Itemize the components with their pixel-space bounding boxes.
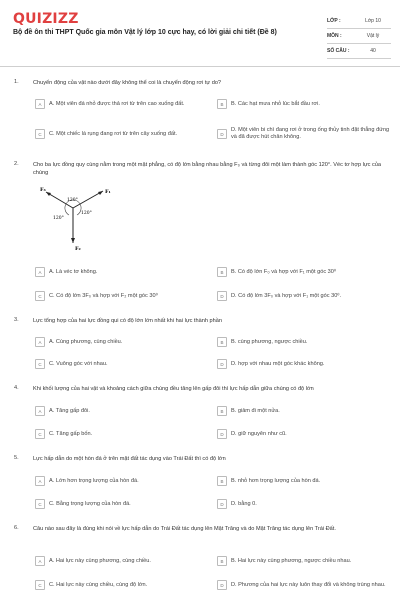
option-letter: D [217, 580, 227, 590]
option-d[interactable] [217, 425, 392, 443]
option-b[interactable] [217, 263, 392, 281]
question-text: Chuyển động của vật nào dưới đây không thể coi là chuyển động rơi tự do? [33, 80, 222, 86]
option-letter: C [35, 359, 45, 369]
option-letter: B [217, 406, 227, 416]
option-a[interactable] [35, 402, 215, 420]
option-text: A. Hai lực này cùng phương, cùng chiều. [49, 557, 151, 564]
option-letter: A [35, 99, 45, 109]
option-text: A. Một viên đá nhỏ được thả rơi từ trên cao xuống đất. [49, 100, 185, 107]
option-text: A. Tăng gấp đôi. [49, 407, 90, 414]
question-number: 5. [14, 455, 19, 461]
option-text: B. cùng phương, ngược chiều. [231, 338, 308, 345]
angle-label-left: 120° [53, 216, 64, 221]
option-text: B. nhỏ hơn trọng lượng của hòn đá. [231, 477, 321, 484]
header-divider [0, 66, 400, 67]
meta-label: LỚP : [327, 18, 341, 24]
option-c[interactable] [35, 495, 215, 513]
option-d[interactable] [217, 355, 392, 373]
option-letter: C [35, 499, 45, 509]
option-b[interactable] [217, 333, 392, 351]
option-text: B. Hai lực này cùng phương, ngược chiều nhau. [231, 557, 352, 564]
option-b[interactable] [217, 402, 392, 420]
option-text: C. Vuông góc với nhau. [49, 360, 108, 367]
meta-value: Lớp 10 [365, 18, 381, 24]
meta-row-class [327, 14, 391, 29]
option-letter: B [217, 556, 227, 566]
option-text: B. giảm đi một nửa. [231, 407, 280, 414]
angle-label-top: 120° [67, 198, 78, 203]
option-letter: A [35, 476, 45, 486]
option-letter: C [35, 129, 45, 139]
question-text: Lực tổng hợp của hai lực đồng qui có độ lớn lớn nhất khi hai lực thành phần [33, 318, 222, 324]
option-text: D. Có độ lớn 3F₀ và hợp với F₁ một góc 30⁰. [231, 292, 342, 299]
option-a[interactable] [35, 95, 215, 113]
label-f2: F₂ [75, 246, 81, 252]
option-text: D. bằng 0. [231, 500, 257, 507]
option-d[interactable] [217, 125, 392, 143]
document-title: Bộ đề ôn thi THPT Quốc gia môn Vật lý lớp 10 cực hay, có lời giải chi tiết (Đề 8) [13, 29, 277, 36]
option-letter: C [35, 580, 45, 590]
option-b[interactable] [217, 472, 392, 490]
option-text: C. Có độ lớn 3F₀ và hợp với F₂ một góc 30⁰ [49, 292, 158, 299]
question-text: Cho ba lực đồng quy cùng nằm trong một mặt phẳng, có độ lớn bằng nhau bằng F₀ và từng đôi một làm thành góc 120°. Véc tơ hợp lực của chúng [33, 162, 382, 176]
question-text: Lực hấp dẫn do một hòn đá ở trên mặt đất tác dụng vào Trái Đất thì có độ lớn [33, 456, 226, 462]
option-letter: D [217, 291, 227, 301]
option-letter: A [35, 556, 45, 566]
option-letter: C [35, 291, 45, 301]
option-text: D. giữ nguyên như cũ. [231, 430, 287, 437]
option-c[interactable] [35, 355, 215, 373]
option-text: C. Tăng gấp bốn. [49, 430, 93, 437]
option-a[interactable] [35, 552, 215, 570]
option-a[interactable] [35, 263, 215, 281]
label-f3: F₃ [40, 187, 46, 193]
option-text: D. Phương của hai lực này luôn thay đổi và không trùng nhau. [231, 581, 386, 588]
quizizz-logo[interactable]: QUIZIZZ [13, 11, 79, 27]
option-letter: B [217, 337, 227, 347]
force-diagram [33, 185, 128, 255]
option-text: C. Bằng trọng lượng của hòn đá. [49, 500, 131, 507]
option-c[interactable] [35, 425, 215, 443]
option-d[interactable] [217, 576, 392, 594]
option-letter: A [35, 337, 45, 347]
option-a[interactable] [35, 472, 215, 490]
option-text: C. Hai lực này cùng chiều, cùng độ lớn. [49, 581, 148, 588]
option-text: D. Một viên bi chì đang rơi ở trong ống thủy tinh đặt thẳng đứng và đã được hút chân không. [231, 127, 390, 140]
question-number: 4. [14, 385, 19, 391]
question-text: Khi khối lượng của hai vật và khoảng cách giữa chúng đều tăng lên gấp đôi thì lực hấp dẫn giữa chúng có độ lớn [33, 386, 314, 392]
option-text: A. Lớn hơn trọng lượng của hòn đá. [49, 477, 139, 484]
option-letter: D [217, 499, 227, 509]
question-number: 1. [14, 79, 19, 85]
meta-value: 40 [370, 48, 376, 54]
option-d[interactable] [217, 495, 392, 513]
option-text: A. Cùng phương, cùng chiều. [49, 338, 123, 345]
option-letter: A [35, 406, 45, 416]
option-d[interactable] [217, 287, 392, 305]
option-text: B. Các hạt mưa nhỏ lúc bắt đầu rơi. [231, 100, 320, 107]
header [0, 0, 400, 64]
option-letter: B [217, 476, 227, 486]
meta-row-count [327, 44, 391, 59]
question-text: Câu nào sau đây là đúng khi nói về lực hấp dẫn do Trái Đất tác dụng lên Mặt Trăng và do Mặt Trăng tác dụng lên Trái Đất. [33, 526, 336, 532]
meta-table [327, 14, 391, 59]
option-letter: B [217, 267, 227, 277]
option-letter: B [217, 99, 227, 109]
option-text: C. Một chiếc lá rụng đang rơi từ trên cây xuống đất. [49, 130, 178, 137]
option-letter: D [217, 359, 227, 369]
label-f1: F₁ [105, 189, 111, 195]
option-letter: C [35, 429, 45, 439]
option-a[interactable] [35, 333, 215, 351]
option-letter: D [217, 129, 227, 139]
option-letter: A [35, 267, 45, 277]
meta-label: MÔN : [327, 33, 342, 39]
option-c[interactable] [35, 576, 215, 594]
option-b[interactable] [217, 95, 392, 113]
angle-label-right: 120° [81, 211, 92, 216]
option-c[interactable] [35, 287, 215, 305]
option-b[interactable] [217, 552, 392, 570]
option-text: B. Có độ lớn F₀ và hợp với F₁ một góc 30⁰ [231, 268, 337, 275]
option-letter: D [217, 429, 227, 439]
question-number: 6. [14, 525, 19, 531]
option-text: A. Là véc tơ không. [49, 268, 98, 275]
question-number: 2. [14, 161, 19, 167]
meta-value: Vật lý [366, 33, 380, 39]
meta-label: SỐ CÂU : [327, 48, 350, 54]
question-number: 3. [14, 317, 19, 323]
option-c[interactable] [35, 125, 215, 143]
meta-row-subject [327, 29, 391, 44]
option-text: D. hợp với nhau một góc khác không. [231, 360, 325, 367]
